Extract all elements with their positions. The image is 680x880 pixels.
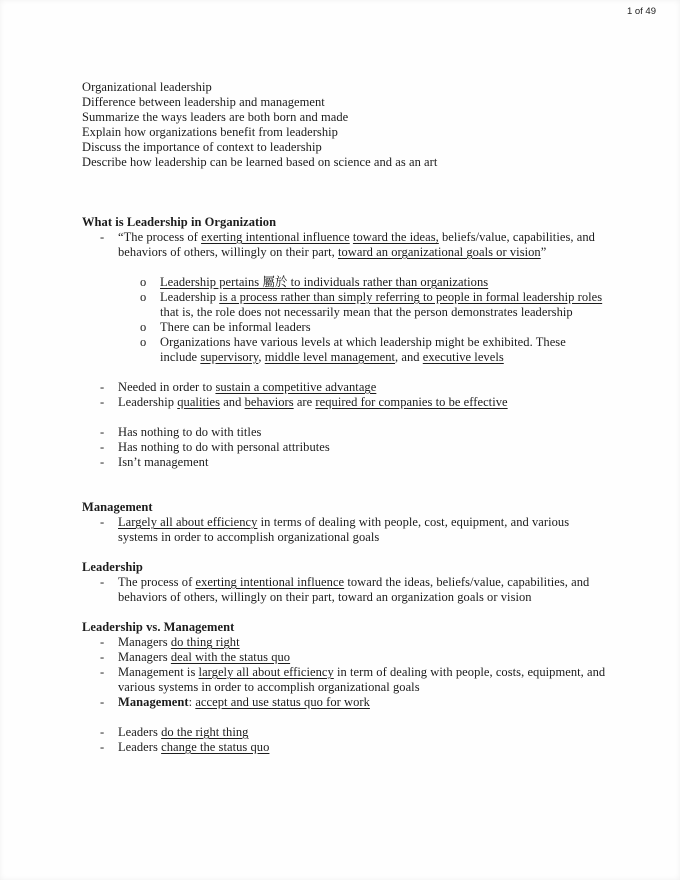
bullet-marker: - — [100, 455, 105, 469]
bullet-text — [118, 725, 606, 740]
bullets-group — [82, 380, 606, 410]
intro-line: Describe how leadership can be learned based on science and as an art — [82, 155, 438, 169]
bullet-text — [118, 380, 606, 395]
bullet-marker: - — [100, 695, 105, 709]
bullet-text — [118, 575, 606, 605]
bullet-text — [160, 335, 606, 365]
bullet-marker: o — [140, 320, 147, 334]
blank-line — [82, 365, 606, 380]
bullet-marker: o — [140, 335, 147, 349]
bullet-item — [82, 335, 606, 365]
text-segment: toward the ideas, — [352, 230, 439, 244]
text-segment: toward the ideas, beliefs/value, capabilities, and behaviors of others, willingly on their part, toward an organization goals or vision — [118, 575, 590, 604]
text-segment: There can be informal leaders — [160, 320, 311, 334]
text-segment: Has nothing to do with personal attributes — [118, 440, 330, 454]
intro-line: Discuss the importance of context to leadership — [82, 140, 322, 154]
text-segment: Leadership — [160, 290, 220, 304]
text-segment: required for companies to be effective — [315, 395, 508, 409]
text-segment: deal with the status quo — [170, 650, 291, 664]
text-segment: Needed in order to — [118, 380, 216, 394]
section-heading — [82, 215, 606, 230]
text-segment: do thing right — [170, 635, 240, 649]
bullet-marker: - — [100, 725, 105, 739]
bullet-text — [118, 515, 606, 545]
bullet-marker: - — [100, 740, 105, 754]
text-segment: Management — [82, 500, 153, 514]
intro-line: Organizational leadership — [82, 80, 212, 94]
bullet-text — [118, 395, 606, 410]
bullet-marker: - — [100, 395, 105, 409]
blank-line — [82, 710, 606, 725]
text-segment: Largely all about efficiency — [118, 515, 258, 529]
bullet-item — [82, 650, 606, 665]
text-segment: : — [188, 695, 196, 709]
text-segment: The process of — [118, 575, 196, 589]
bullets-group — [82, 575, 606, 605]
bullet-item — [82, 290, 606, 320]
intro-paragraph — [82, 80, 606, 170]
text-segment: change the status quo — [161, 740, 270, 754]
bullet-text — [118, 230, 606, 260]
text-segment: Management — [118, 695, 189, 709]
text-segment: exerting intentional influence — [201, 230, 350, 244]
text-segment: “The process of — [118, 230, 202, 244]
bullet-marker: - — [100, 425, 105, 439]
text-segment: exerting intentional influence — [195, 575, 345, 589]
bullets-group — [82, 725, 606, 755]
text-segment: Leaders — [118, 725, 162, 739]
text-segment: Leadership — [118, 395, 178, 409]
bullet-text — [118, 650, 606, 665]
blank-line — [82, 260, 606, 275]
bullet-text — [118, 455, 606, 470]
bullet-item — [82, 695, 606, 710]
bullet-item — [82, 395, 606, 410]
text-segment: Managers — [118, 635, 171, 649]
bullet-marker: - — [100, 650, 105, 664]
text-segment: , and — [395, 350, 423, 364]
text-segment: is a process rather than simply referring to people in formal leadership roles — [219, 290, 603, 304]
text-segment: beliefs/value, capabilities, and behaviors of others, willingly on their part, — [118, 230, 595, 259]
bullet-marker: - — [100, 575, 105, 589]
bullet-item — [82, 440, 606, 455]
document-body — [82, 80, 606, 755]
bullet-text — [160, 290, 606, 320]
text-segment: and — [220, 395, 245, 409]
bullet-text — [118, 665, 606, 695]
text-segment: Managers — [118, 650, 171, 664]
text-segment: supervisory — [200, 350, 259, 364]
text-segment: Leadership vs. Management — [82, 620, 235, 634]
section-heading — [82, 560, 606, 575]
bullet-item — [82, 230, 606, 260]
bullet-marker: - — [100, 635, 105, 649]
bullets-group — [82, 230, 606, 260]
bullet-text — [118, 695, 606, 710]
bullet-item — [82, 275, 606, 290]
bullet-text — [118, 635, 606, 650]
bullet-item — [82, 665, 606, 695]
text-segment: in terms of dealing with people, cost, equipment, and various systems in order to accomplish organizational goals — [118, 515, 570, 544]
bullet-item — [82, 515, 606, 545]
section-heading — [82, 500, 606, 515]
bullet-text — [118, 440, 606, 455]
bullet-marker: - — [100, 665, 105, 679]
text-segment: accept and use status quo for work — [195, 695, 370, 709]
bullet-marker: - — [100, 380, 105, 394]
bullet-item — [82, 320, 606, 335]
text-segment: that is, the role does not necessarily mean that the person demonstrates leadership — [160, 305, 573, 319]
bullet-item — [82, 575, 606, 605]
text-segment: Organizations have various levels at which leadership might be exhibited. These include — [160, 335, 566, 364]
blank-line — [82, 485, 606, 500]
text-segment: Leaders — [118, 740, 162, 754]
text-segment: Leadership — [82, 560, 143, 574]
text-segment: toward an organizational goals or vision — [337, 245, 541, 259]
bullet-item — [82, 740, 606, 755]
bullet-item — [82, 455, 606, 470]
bullet-item — [82, 425, 606, 440]
text-segment: behaviors — [244, 395, 294, 409]
text-segment: Leadership pertains 屬於 to individuals rather than organizations — [160, 275, 489, 289]
bullets-group — [82, 635, 606, 710]
text-segment: sustain a competitive advantage — [215, 380, 377, 394]
intro-line: Explain how organizations benefit from leadership — [82, 125, 338, 139]
section-heading — [82, 620, 606, 635]
blank-line — [82, 470, 606, 485]
text-segment: do the right thing — [161, 725, 249, 739]
intro-line: Summarize the ways leaders are both born and made — [82, 110, 349, 124]
text-segment: Isn’t management — [118, 455, 209, 469]
bullet-marker: - — [100, 230, 105, 244]
bullet-item — [82, 380, 606, 395]
blank-line — [82, 170, 606, 185]
blank-line — [82, 200, 606, 215]
blank-line — [82, 185, 606, 200]
text-segment: middle level management — [264, 350, 396, 364]
bullets-group — [82, 425, 606, 470]
bullet-marker: - — [100, 440, 105, 454]
text-segment: What is Leadership in Organization — [82, 215, 277, 229]
bullet-text — [118, 740, 606, 755]
text-segment: Has nothing to do with titles — [118, 425, 262, 439]
text-segment: in term of dealing with people, costs, equipment, and various systems in order to accomplish organizational goals — [118, 665, 606, 694]
intro-line: Difference between leadership and management — [82, 95, 325, 109]
bullet-item — [82, 725, 606, 740]
page-number-indicator: 1 of 49 — [626, 6, 656, 17]
bullet-marker: o — [140, 275, 147, 289]
text-segment: , — [258, 350, 265, 364]
sub-bullets-group — [82, 275, 606, 365]
bullet-text — [118, 425, 606, 440]
blank-line — [82, 545, 606, 560]
bullet-marker: o — [140, 290, 147, 304]
text-segment: qualities — [177, 395, 221, 409]
bullet-text — [160, 320, 606, 335]
text-segment: executive levels — [422, 350, 504, 364]
blank-line — [82, 605, 606, 620]
blank-line — [82, 410, 606, 425]
text-segment: ” — [540, 245, 547, 259]
bullet-item — [82, 635, 606, 650]
text-segment: largely all about efficiency — [198, 665, 334, 679]
bullet-marker: - — [100, 515, 105, 529]
text-segment: are — [293, 395, 316, 409]
bullets-group — [82, 515, 606, 545]
bullet-text — [160, 275, 606, 290]
text-segment: Management is — [118, 665, 199, 679]
